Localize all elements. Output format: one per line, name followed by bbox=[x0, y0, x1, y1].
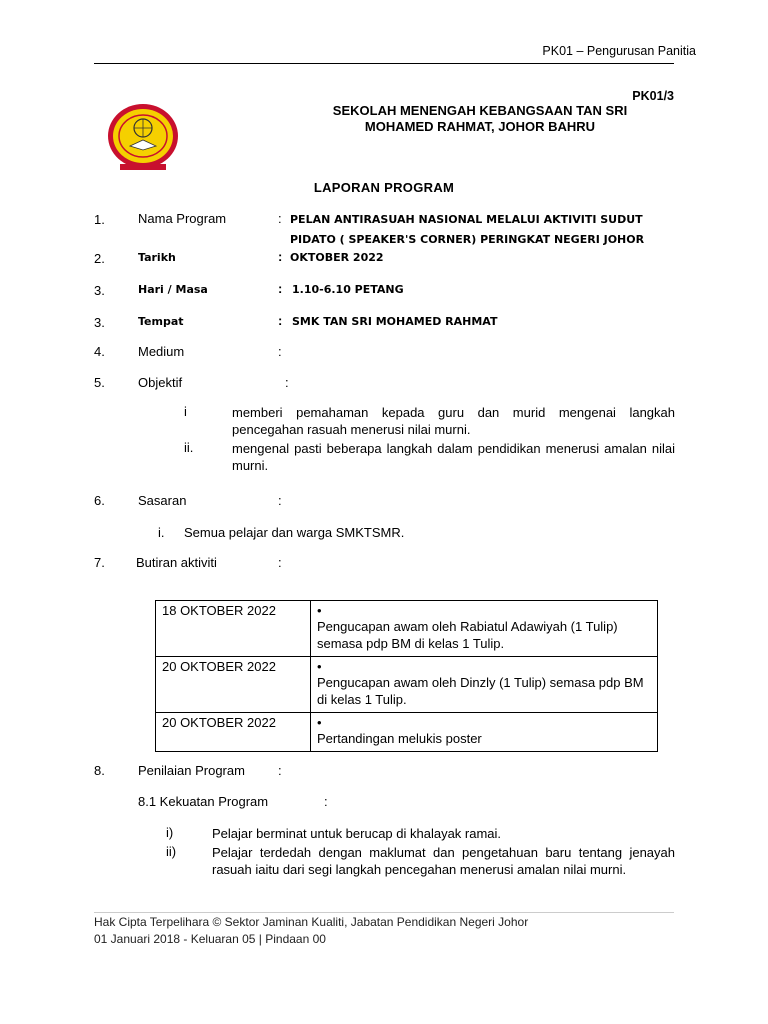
footer-divider bbox=[94, 912, 674, 913]
time-value: 1.10-6.10 PETANG bbox=[292, 283, 404, 296]
strength-text: Pelajar berminat untuk berucap di khalayak ramai. bbox=[212, 826, 502, 841]
item-label-tarikh: Tarikh bbox=[138, 251, 176, 264]
header-section-label: PK01 – Pengurusan Panitia bbox=[542, 44, 696, 58]
item-colon: : bbox=[278, 763, 282, 778]
subsection-label: 8.1 Kekuatan Program bbox=[138, 794, 269, 809]
item-label-nama-program: Nama Program bbox=[138, 211, 227, 226]
item-label-tempat: Tempat bbox=[138, 315, 184, 328]
item-number: 3. bbox=[94, 315, 105, 330]
venue-value: SMK TAN SRI MOHAMED RAHMAT bbox=[292, 315, 498, 328]
activity-date: 20 OKTOBER 2022 bbox=[156, 657, 311, 713]
target-number: i. bbox=[158, 525, 165, 540]
activity-text: Pertandingan melukis poster bbox=[317, 731, 482, 746]
item-number: 7. bbox=[94, 555, 105, 570]
footer-revision: 01 Januari 2018 - Keluaran 05 | Pindaan 00 bbox=[94, 932, 326, 946]
objective-text: mengenal pasti beberapa langkah dalam pendidikan menerusi amalan nilai murni. bbox=[232, 441, 675, 473]
item-number: 1. bbox=[94, 212, 105, 227]
bullet-icon: • bbox=[317, 603, 322, 618]
school-name bbox=[300, 103, 660, 135]
strength-number: i) bbox=[166, 825, 174, 840]
activity-table bbox=[155, 600, 658, 752]
document-code: PK01/3 bbox=[632, 89, 674, 103]
table-row bbox=[156, 601, 658, 657]
strength-number: ii) bbox=[166, 844, 177, 859]
school-name-line1: SEKOLAH MENENGAH KEBANGSAAN TAN SRI bbox=[332, 103, 628, 118]
item-label-butiran-aktiviti: Butiran aktiviti bbox=[136, 555, 217, 570]
table-row bbox=[156, 657, 658, 713]
item-label-hari-masa: Hari / Masa bbox=[138, 283, 208, 296]
footer-copyright: Hak Cipta Terpelihara © Sektor Jaminan Kualiti, Jabatan Pendidikan Negeri Johor bbox=[94, 915, 529, 929]
header-divider bbox=[94, 63, 674, 64]
activity-description bbox=[311, 601, 658, 657]
program-name-line1: PELAN ANTIRASUAH NASIONAL MELALUI AKTIVITI SUDUT bbox=[290, 213, 643, 226]
item-colon: : bbox=[278, 211, 282, 226]
table-row bbox=[156, 713, 658, 752]
activity-date: 18 OKTOBER 2022 bbox=[156, 601, 311, 657]
item-label-medium: Medium bbox=[138, 344, 185, 359]
objective-number: ii. bbox=[184, 440, 194, 455]
page-title: LAPORAN PROGRAM bbox=[313, 180, 455, 195]
item-colon: : bbox=[285, 375, 289, 390]
item-colon: : bbox=[278, 249, 283, 264]
item-number: 6. bbox=[94, 493, 105, 508]
target-text: Semua pelajar dan warga SMKTSMR. bbox=[184, 525, 405, 540]
item-colon: : bbox=[324, 794, 328, 809]
item-number: 2. bbox=[94, 251, 105, 266]
item-number: 5. bbox=[94, 375, 105, 390]
item-label-objektif: Objektif bbox=[138, 375, 183, 390]
date-value: OKTOBER 2022 bbox=[290, 251, 384, 264]
item-label-sasaran: Sasaran bbox=[138, 493, 187, 508]
activity-description bbox=[311, 657, 658, 713]
activity-text: Pengucapan awam oleh Dinzly (1 Tulip) semasa pdp BM di kelas 1 Tulip. bbox=[317, 675, 644, 707]
school-name-line2: MOHAMED RAHMAT, JOHOR BAHRU bbox=[364, 119, 596, 134]
program-name-line2: PIDATO ( SPEAKER'S CORNER) PERINGKAT NEGERI JOHOR bbox=[290, 233, 645, 246]
item-number: 3. bbox=[94, 283, 105, 298]
bullet-icon: • bbox=[317, 715, 322, 730]
item-number: 8. bbox=[94, 763, 105, 778]
objective-text: memberi pemahaman kepada guru dan murid mengenai langkah pencegahan rasuah menerusi nilai murni. bbox=[232, 405, 675, 437]
item-label-penilaian-program: Penilaian Program bbox=[138, 763, 245, 778]
item-colon: : bbox=[278, 555, 282, 570]
activity-text: Pengucapan awam oleh Rabiatul Adawiyah (1 Tulip) semasa pdp BM di kelas 1 Tulip. bbox=[317, 619, 618, 651]
item-colon: : bbox=[278, 313, 283, 328]
activity-description bbox=[311, 713, 658, 752]
strength-text: Pelajar terdedah dengan maklumat dan pengetahuan baru tentang jenayah rasuah iaitu dari segi langkah pencegahan menerusi amalan nilai murni. bbox=[212, 845, 675, 877]
item-colon: : bbox=[278, 344, 282, 359]
item-colon: : bbox=[278, 281, 283, 296]
item-number: 4. bbox=[94, 344, 105, 359]
school-crest-icon bbox=[106, 102, 180, 172]
bullet-icon: • bbox=[317, 659, 322, 674]
activity-date: 20 OKTOBER 2022 bbox=[156, 713, 311, 752]
objective-number: i bbox=[184, 404, 187, 419]
item-colon: : bbox=[278, 493, 282, 508]
